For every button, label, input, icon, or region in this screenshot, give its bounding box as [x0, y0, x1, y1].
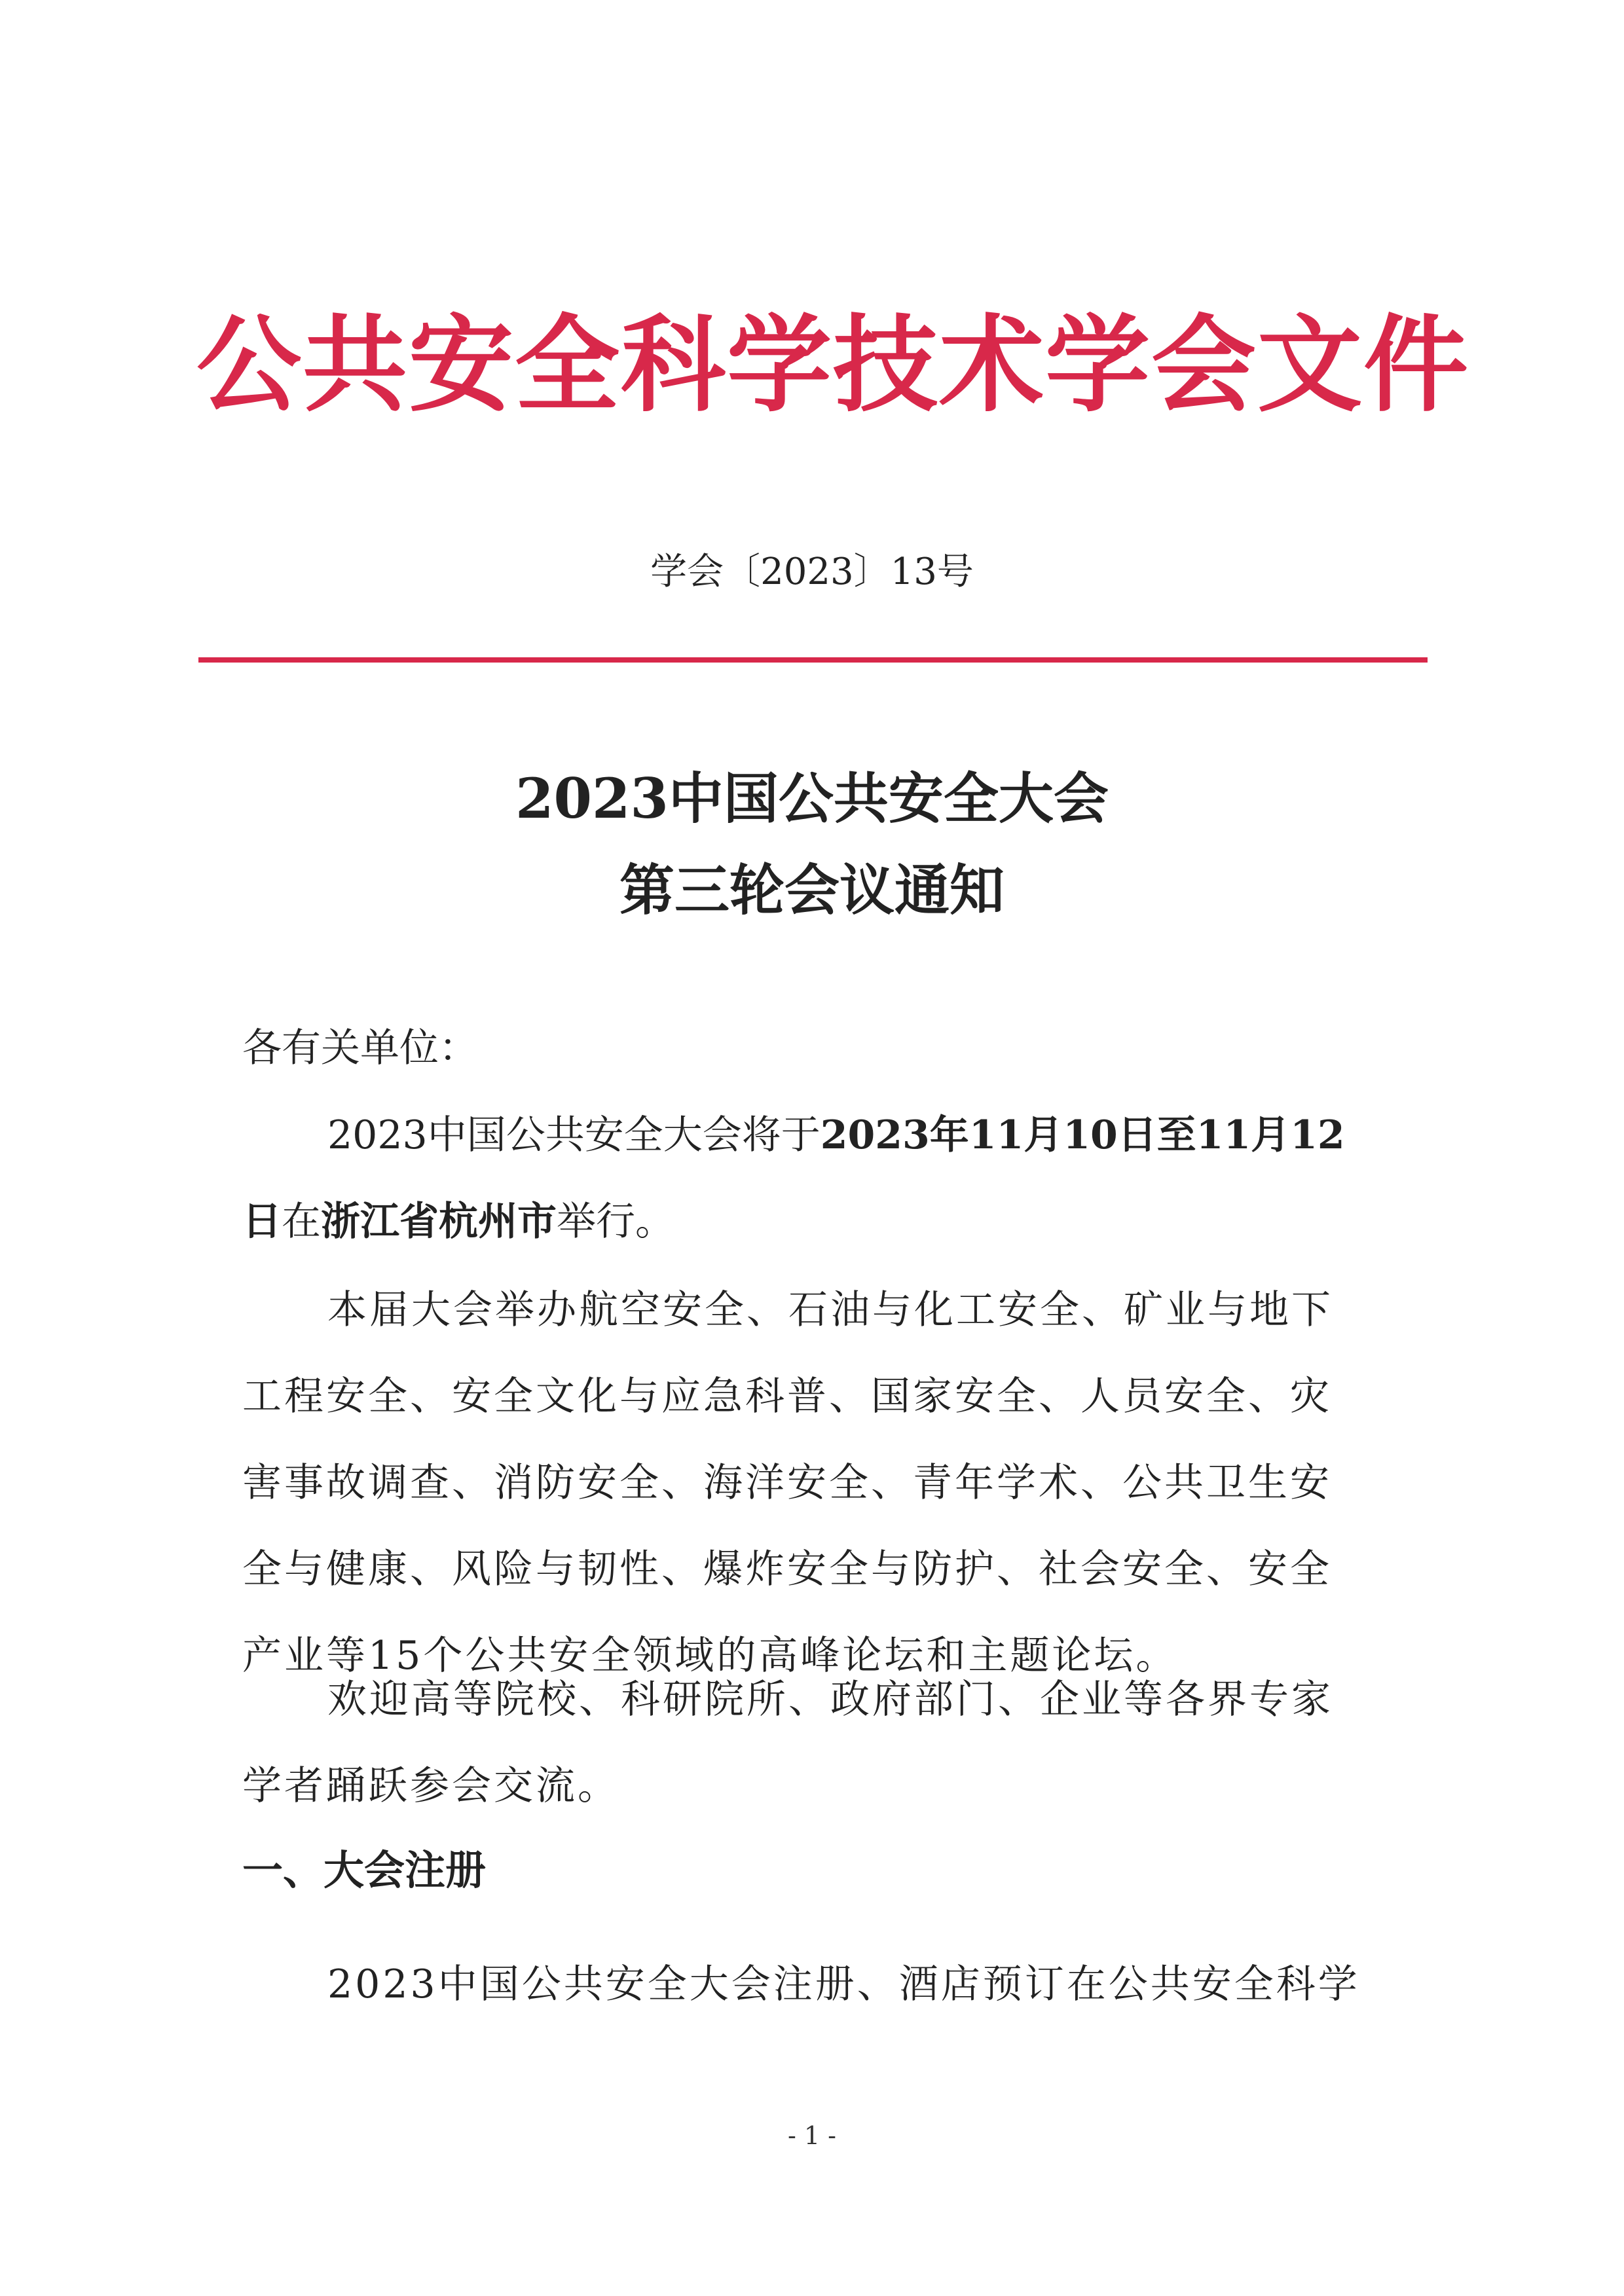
- notice-title-line-1: 2023中国公共安全大会: [515, 766, 1109, 831]
- red-divider-line: [198, 657, 1428, 663]
- para1-text-2: 在: [282, 1199, 321, 1245]
- paragraph-forums: 本届大会举办航空安全、石油与化工安全、矿业与地下工程安全、安全文化与应急科普、国家安全、人员安全、灾害事故调查、消防安全、海洋安全、青年学术、公共卫生安全与健康、风险与韧性、爆炸安全与防护、社会安全、安全产业等15个公共安全领域的高峰论坛和主题论坛。: [242, 1287, 1333, 1679]
- masthead-title: 公共安全科学技术学会文件: [196, 304, 1470, 426]
- conference-location: 浙江省杭州市: [321, 1199, 557, 1245]
- paragraph-registration: 2023中国公共安全大会注册、酒店预订在公共安全科学: [327, 1961, 1360, 2007]
- paragraph-dates-location: [242, 1092, 1369, 1265]
- page-number: - 1 -: [787, 2121, 836, 2150]
- document-number: 学会〔2023〕13号: [650, 551, 974, 593]
- para1-text-3: 举行。: [557, 1199, 674, 1245]
- paragraph-welcome: 欢迎高等院校、科研院所、政府部门、企业等各界专家学者踊跃参会交流。: [242, 1677, 1333, 1809]
- para1-text-1: 2023中国公共安全大会将于: [327, 1112, 821, 1158]
- conference-dates: 2023年11月10日至11月12日: [242, 1112, 1345, 1245]
- section-heading-registration: 一、大会注册: [242, 1846, 487, 1894]
- salutation: 各有关单位：: [242, 1025, 478, 1071]
- notice-title-line-2: 第三轮会议通知: [619, 858, 1005, 922]
